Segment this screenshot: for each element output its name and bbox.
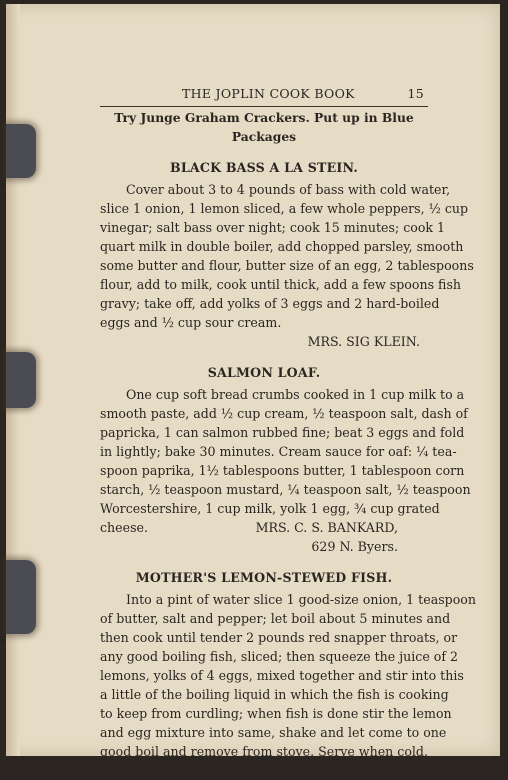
recipe-text-line: any good boiling fish, sliced; then squeeze the juice of 2 — [100, 649, 459, 664]
recipe-text-line: One cup soft bread crumbs cooked in 1 cup milk to a — [126, 387, 465, 402]
recipe-text-line: spoon paprika, 1½ tablespoons butter, 1 tablespoon corn — [100, 463, 465, 478]
recipe-text-line: of butter, salt and pepper; let boil about 5 minutes and — [100, 611, 451, 626]
page-content — [100, 84, 477, 780]
recipe-text-line: smooth paste, add ½ cup cream, ½ teaspoon salt, dash of — [100, 406, 468, 421]
recipe-text-line: to keep from curdling; when fish is done stir the lemon — [100, 706, 452, 721]
recipe-credit: MRS. SIG KLEIN. — [307, 334, 420, 349]
recipe-text-line: then cook until tender 2 pounds red snapper throats, or — [100, 630, 458, 645]
recipe-text-line: quart milk in double boiler, add chopped parsley, smooth — [100, 239, 464, 254]
recipe-text-line: eggs and ½ cup sour cream. — [100, 315, 282, 330]
recipe-text-line: gravy; take off, add yolks of 3 eggs and 2 hard-boiled — [100, 296, 440, 311]
recipe-last-line-with-credit — [100, 518, 428, 537]
recipe-text-line: vinegar; salt bass over night; cook 15 minutes; cook 1 — [100, 220, 446, 235]
recipe-text-line: cheese. — [100, 520, 148, 535]
recipe-block — [100, 158, 474, 351]
recipe-text-line: Into a pint of water slice 1 good-size onion, 1 teaspoon — [126, 592, 477, 607]
recipe-text-line: lemons, yolks of 4 eggs, mixed together and stir into this — [100, 668, 464, 683]
recipe-text-line: flour, add to milk, cook until thick, add a few spoons fish — [100, 277, 462, 292]
book-title: THE JOPLIN COOK BOOK — [182, 86, 355, 101]
recipe-text-line: some butter and flour, butter size of an egg, 2 tablespoons — [100, 258, 474, 273]
advert-slogan: Try Junge Graham Crackers. Put up in Blue Packages — [100, 106, 428, 146]
recipe-block — [100, 363, 471, 556]
recipe-text-line: papricka, 1 can salmon rubbed fine; beat 3 eggs and fold — [100, 425, 465, 440]
recipe-text-line: starch, ½ teaspoon mustard, ¼ teaspoon salt, ½ teaspoon — [100, 482, 471, 497]
recipe-credit: MRS. A. SCHERL. — [296, 763, 412, 778]
page-number: 15 — [407, 86, 424, 101]
binding-hole-middle — [6, 352, 36, 408]
recipe-block — [100, 568, 477, 780]
recipe-text-line: in lightly; bake 30 minutes. Cream sauce for oaf: ¼ tea- — [100, 444, 457, 459]
recipe-text-line: slice 1 onion, 1 lemon sliced, a few whole peppers, ½ cup — [100, 201, 469, 216]
recipe-text-line: and egg mixture into same, shake and let come to one — [100, 725, 447, 740]
recipe-title: MOTHER'S LEMON-STEWED FISH. — [135, 570, 393, 585]
recipe-text-line: Cover about 3 to 4 pounds of bass with cold water, — [126, 182, 451, 197]
recipe-credit-address: 629 N. Byers. — [311, 539, 398, 554]
recipe-text-line: a little of the boiling liquid in which the fish is cooking — [100, 687, 449, 702]
recipe-title: SALMON LOAF. — [207, 365, 321, 380]
recipe-text-line: good boil and remove from stove. Serve when cold. — [100, 744, 428, 759]
recipe-credit: MRS. C. S. BANKARD, — [255, 520, 398, 535]
binding-hole-top — [6, 124, 36, 178]
running-head — [100, 84, 428, 103]
recipe-text-line: Worcestershire, 1 cup milk, yolk 1 egg, ¾ cup grated — [100, 501, 440, 516]
recipe-title: BLACK BASS A LA STEIN. — [170, 160, 358, 175]
book-page — [6, 4, 500, 778]
binding-hole-bottom — [6, 560, 36, 634]
